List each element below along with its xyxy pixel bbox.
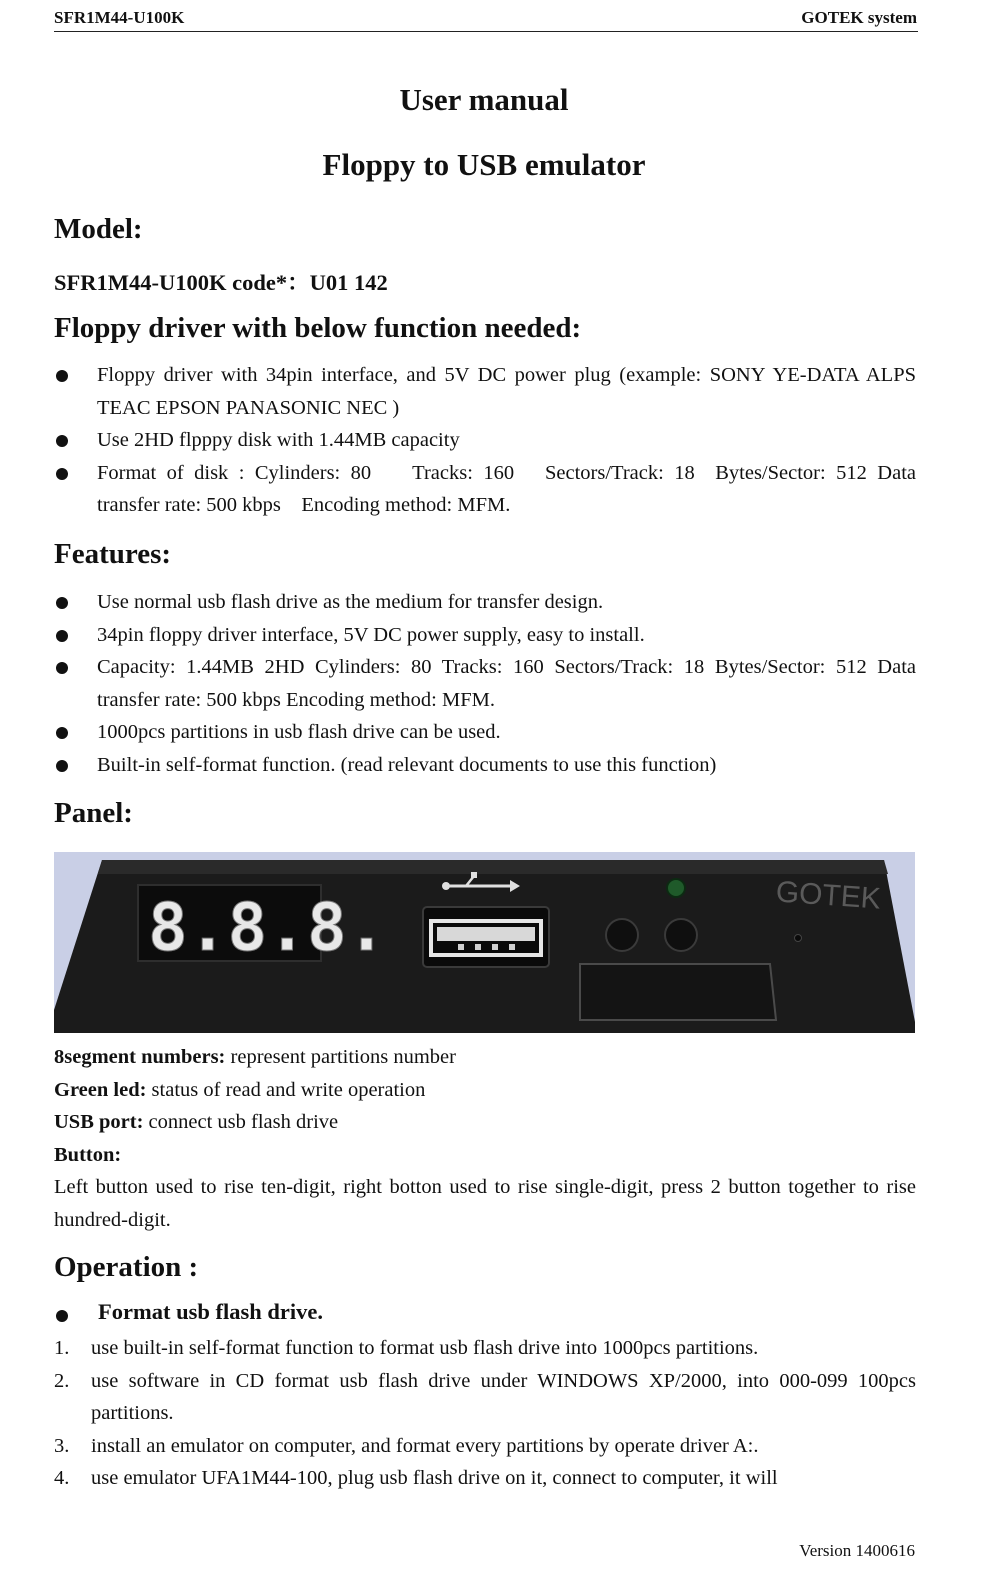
version-footer: Version 1400616: [799, 1541, 915, 1560]
pinhole-icon: [795, 935, 802, 942]
panel-heading: Panel:: [54, 797, 133, 829]
device-top-edge: [98, 860, 888, 874]
desc-button-text: Left button used to rise ten-digit, right botton used to rise single-digit, press 2 button together to rise hundred-digit.: [54, 1176, 916, 1231]
list-item: 4. use emulator UFA1M44-100, plug usb flash drive on it, connect to computer, it will: [54, 1467, 778, 1490]
features-list: [54, 586, 916, 782]
operation-steps: [54, 1332, 916, 1495]
segment-digits: 8.8.8.: [148, 889, 387, 966]
list-item: 34pin floppy driver interface, 5V DC power supply, easy to install.: [54, 619, 916, 652]
list-item: 3. install an emulator on computer, and format every partitions by operate driver A:.: [54, 1434, 759, 1457]
page-subtitle: Floppy to USB emulator: [322, 147, 646, 182]
bullet-icon: [56, 630, 68, 642]
bullet-icon: [56, 468, 68, 480]
list-item: 1000pcs partitions in usb flash drive can be used.: [54, 716, 916, 749]
requirements-list: [54, 359, 916, 522]
desc-led: Green led: status of read and write operation: [54, 1078, 426, 1101]
left-button: [606, 919, 638, 951]
bullet-icon: [56, 370, 68, 382]
bullet-icon: [56, 727, 68, 739]
header-rule: [54, 31, 918, 32]
green-led-icon: [667, 879, 685, 897]
brand-logo: GOTEK: [774, 875, 882, 916]
floppy-slot-cover: [580, 964, 776, 1020]
desc-usb: USB port: connect usb flash drive: [54, 1111, 339, 1133]
bullet-icon: [56, 1310, 68, 1322]
right-button: [665, 919, 697, 951]
header-brand: GOTEK system: [801, 8, 917, 27]
panel-descriptions: [54, 1041, 916, 1236]
usb-port: [423, 907, 549, 967]
model-code-line: SFR1M44-U100K code*：U01 142: [54, 270, 388, 295]
features-heading: Features:: [54, 538, 172, 570]
list-item: Floppy driver with 34pin interface, and 5V DC power plug (example: SONY YE-DATA ALPS TEAC EPSON PANASONIC NEC ): [54, 359, 916, 424]
requirements-heading: Floppy driver with below function needed:: [54, 312, 582, 344]
list-item: Capacity: 1.44MB 2HD Cylinders: 80 Tracks: 160 Sectors/Track: 18 Bytes/Sector: 512 Data transfer rate: 500 kbps Encoding method: MFM.: [54, 651, 916, 716]
list-item: Use normal usb flash drive as the medium for transfer design.: [54, 586, 916, 619]
bullet-icon: [56, 662, 68, 674]
bullet-icon: [56, 435, 68, 447]
list-item: Built-in self-format function. (read relevant documents to use this function): [54, 749, 916, 782]
list-item: Use 2HD flpppy disk with 1.44MB capacity: [54, 424, 916, 457]
desc-segment: 8segment numbers: represent partitions number: [54, 1046, 456, 1068]
page-title: User manual: [399, 82, 569, 117]
list-item: 1. use built-in self-format function to format usb flash drive into 1000pcs partitions.: [54, 1337, 759, 1359]
list-item: 2. use software in CD format usb flash drive under WINDOWS XP/2000, into 000-099 100pcs partitions.: [54, 1369, 916, 1425]
header-model: SFR1M44-U100K: [54, 8, 185, 27]
operation-heading: Operation :: [54, 1251, 199, 1283]
list-item: Format of disk : Cylinders: 80 Tracks: 160 Sectors/Track: 18 Bytes/Sector: 512 Data transfer rate: 500 kbps Encoding method: MFM.: [54, 457, 916, 522]
gotek-panel-photo: [54, 852, 915, 1033]
desc-button: Button:: [54, 1143, 122, 1166]
model-heading: Model:: [54, 213, 143, 245]
bullet-icon: [56, 760, 68, 772]
bullet-icon: [56, 597, 68, 609]
